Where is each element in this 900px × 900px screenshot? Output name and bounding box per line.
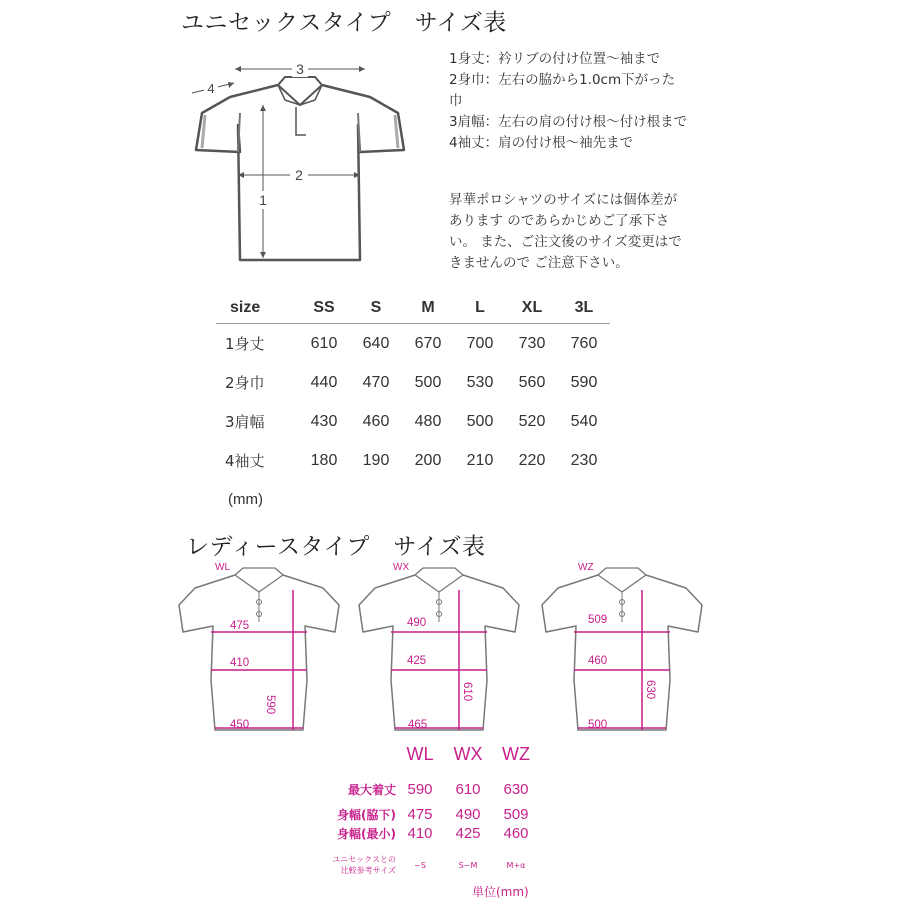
table-cell: 500 [414, 373, 442, 391]
table-row-compare [276, 854, 540, 876]
table-cell: 470 [362, 373, 390, 391]
chest-value: 475 [230, 620, 250, 632]
table-row [276, 825, 540, 842]
column-header: SS [298, 293, 350, 324]
shirt-name-label: WX [393, 562, 410, 573]
table-row [276, 781, 540, 798]
unisex-size-table [216, 293, 610, 480]
ladies-unit-label: 単位(mm) [472, 885, 529, 899]
waist-value: 410 [230, 657, 250, 669]
table-cell: 430 [310, 412, 338, 430]
disclaimer-line: あります のであらかじめご了承下さ [449, 213, 670, 229]
table-cell: 730 [518, 334, 546, 352]
table-row [216, 441, 610, 480]
note-line: 2身巾：左右の脇から1.0cm下がった [449, 72, 676, 88]
table-cell: 670 [414, 334, 442, 352]
chest-value: 509 [588, 614, 608, 626]
table-cell: 210 [466, 451, 494, 469]
dim-4-label: 4 [207, 81, 215, 96]
table-cell: S~M [458, 860, 478, 870]
ladies-shirt-wx-diagram [355, 560, 525, 740]
row-label [276, 854, 396, 876]
column-header: WX [453, 744, 483, 764]
column-header: S [350, 293, 402, 324]
note-line: 4袖丈：肩の付け根～袖先まで [449, 135, 634, 151]
table-cell: 230 [570, 451, 598, 469]
dim-3-label: 3 [296, 61, 304, 77]
table-cell: 500 [466, 412, 494, 430]
table-row [276, 806, 540, 823]
size-header: size [216, 293, 298, 324]
waist-value: 460 [588, 655, 608, 667]
ladies-shirt-wl-diagram [175, 560, 345, 740]
row-label: 3肩幅 [225, 413, 265, 431]
table-cell: 640 [362, 334, 390, 352]
unisex-unit-label: (mm) [228, 491, 263, 508]
table-cell: 590 [407, 781, 433, 798]
table-cell: 200 [414, 451, 442, 469]
dim-2-label: 2 [295, 167, 303, 183]
table-cell: 180 [310, 451, 338, 469]
hem-value: 465 [408, 719, 428, 731]
column-header: M [402, 293, 454, 324]
row-label: 身幅(脇下) [337, 808, 396, 822]
disclaimer-line: 昇華ポロシャツのサイズには個体差が [449, 192, 678, 208]
row-label: 身幅(最小) [337, 827, 396, 841]
table-cell: 490 [455, 806, 481, 823]
table-cell: 190 [362, 451, 390, 469]
column-header: L [454, 293, 506, 324]
note-line: 1身丈：衿リブの付け位置～袖まで [449, 51, 661, 67]
table-cell: ~S [414, 860, 426, 870]
table-cell: 590 [570, 373, 598, 391]
table-cell: 410 [407, 825, 433, 842]
hem-value: 450 [230, 719, 250, 731]
ladies-table-header [396, 744, 540, 765]
table-row [216, 324, 610, 364]
shirt-name-label: WZ [578, 562, 594, 573]
table-cell: 460 [362, 412, 390, 430]
column-header: WZ [502, 744, 530, 764]
table-cell: 610 [455, 781, 481, 798]
disclaimer-line: い。 また、ご注文後のサイズ変更はで [449, 234, 682, 250]
shirt-name-label: WL [215, 562, 230, 573]
column-header: WL [406, 744, 434, 764]
table-cell: 425 [455, 825, 481, 842]
table-cell: 460 [503, 825, 529, 842]
table-cell: 509 [503, 806, 529, 823]
row-label: 4袖丈 [225, 452, 265, 470]
dim-1-label: 1 [259, 192, 267, 208]
table-cell: 530 [466, 373, 494, 391]
ladies-shirt-wz-diagram [538, 560, 708, 740]
waist-value: 425 [407, 655, 427, 667]
table-row [216, 363, 610, 402]
column-header: 3L [558, 293, 610, 324]
row-label: 1身丈 [225, 335, 265, 353]
table-header-row [216, 293, 610, 324]
table-row [216, 402, 610, 441]
column-header: XL [506, 293, 558, 324]
row-label: 最大着丈 [347, 783, 396, 797]
note-line: 3肩幅：左右の肩の付け根～付け根まで [449, 114, 688, 130]
length-value: 630 [644, 680, 656, 700]
table-cell: 475 [407, 806, 433, 823]
table-cell: 760 [570, 334, 598, 352]
length-value: 610 [461, 682, 473, 702]
unisex-shirt-diagram [190, 55, 420, 275]
chest-value: 490 [407, 617, 427, 629]
disclaimer-line: きませんので ご注意下さい。 [449, 255, 629, 271]
size-disclaimer [449, 190, 682, 274]
hem-value: 500 [588, 719, 608, 731]
table-cell: 520 [518, 412, 546, 430]
table-cell: 480 [414, 412, 442, 430]
unisex-title: ユニセックスタイプ サイズ表 [181, 10, 507, 36]
table-cell: 560 [518, 373, 546, 391]
measurement-notes [449, 49, 687, 154]
length-value: 590 [264, 695, 276, 715]
table-cell: 220 [518, 451, 546, 469]
table-cell: 700 [466, 334, 494, 352]
table-cell: 630 [503, 781, 529, 798]
compare-label-line-2: 比較参考サイズ [340, 866, 396, 875]
table-cell: 540 [570, 412, 598, 430]
ladies-title: レディースタイプ サイズ表 [186, 534, 486, 560]
note-line: 巾 [449, 93, 463, 109]
compare-label-line-1: ユニセックスとの [332, 855, 396, 864]
table-cell: 440 [310, 373, 338, 391]
table-cell: M+α [506, 860, 526, 870]
row-label: 2身巾 [225, 374, 265, 392]
table-cell: 610 [310, 334, 338, 352]
